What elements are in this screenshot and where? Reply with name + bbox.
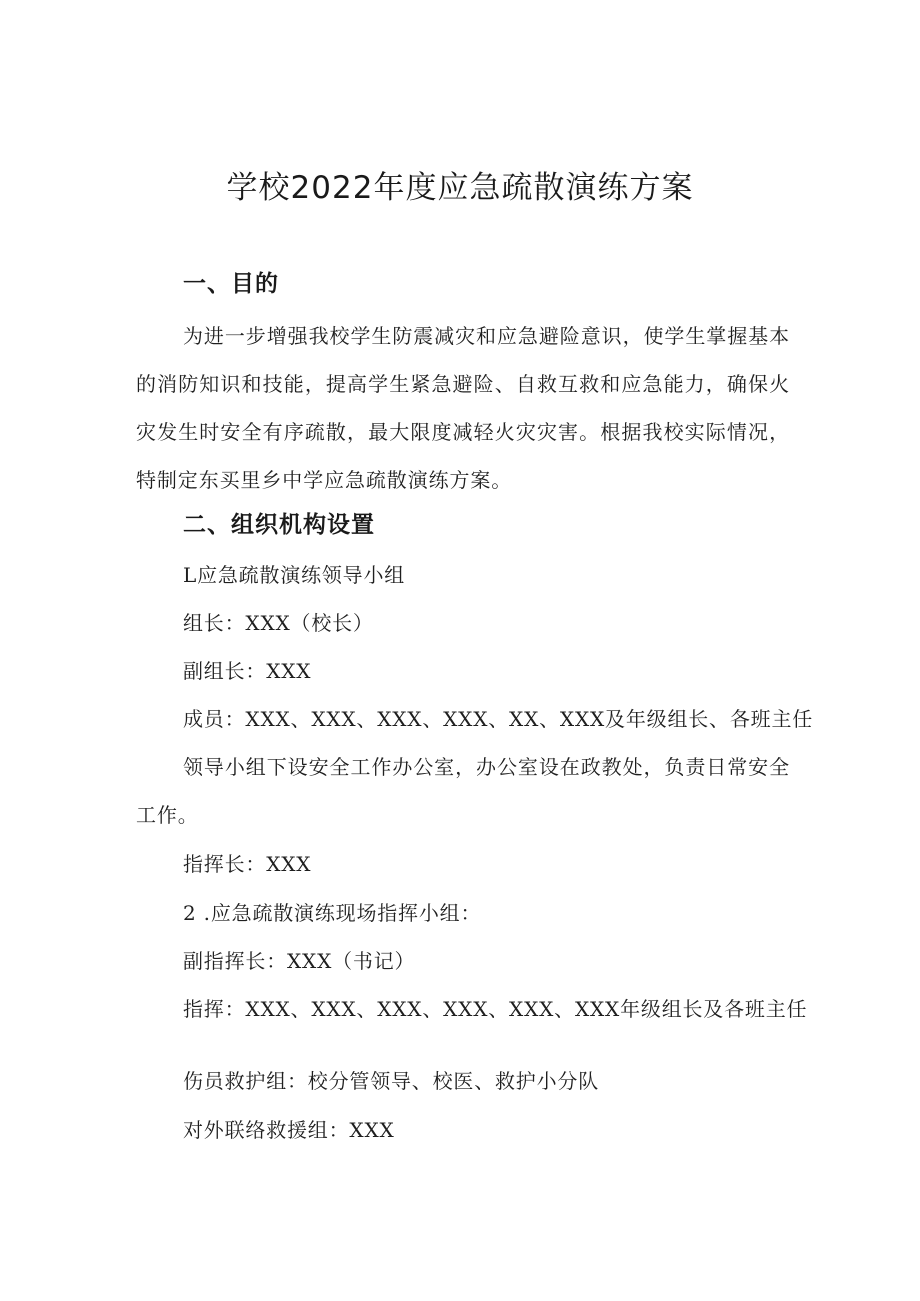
members-line: 成员：XXX、XXX、XXX、XXX、XX、XXX及年级组长、各班主任 — [183, 707, 814, 731]
liaison-group-line: 对外联络救援组：XXX — [183, 1118, 395, 1142]
leadership-group-title: L应急疏散演练领导小组 — [183, 563, 406, 587]
command-group-title: 2 .应急疏散演练现场指挥小组： — [183, 901, 482, 925]
deputy-leader-line: 副组长：XXX — [183, 659, 312, 683]
section-heading-purpose: 一、目的 — [183, 271, 279, 297]
group-leader-line: 组长：XXX（校长） — [183, 611, 374, 635]
commander-line: 指挥长：XXX — [183, 852, 312, 876]
rescue-group-line: 伤员救护组：校分管领导、校医、救护小分队 — [183, 1069, 599, 1093]
deputy-commander-line: 副指挥长：XXX（书记） — [183, 949, 416, 973]
office-paragraph: 领导小组下设安全工作办公室，办公室设在政教处，负责日常安全工作。 — [136, 755, 790, 827]
section-heading-organization: 二、组织机构设置 — [183, 512, 375, 538]
purpose-paragraph: 为进一步增强我校学生防震减灾和应急避险意识，使学生掌握基本的消防知识和技能，提高学生紧急避险、自救互救和应急能力，确保火灾发生时安全有序疏散，最大限度减轻火灾灾害。根据我校实际情况，特制定东买里乡中学应急疏散演练方案。 — [136, 324, 790, 492]
directors-line: 指挥：XXX、XXX、XXX、XXX、XXX、XXX年级组长及各班主任 — [183, 997, 808, 1021]
document-title: 学校2022年度应急疏散演练方案 — [226, 170, 694, 206]
